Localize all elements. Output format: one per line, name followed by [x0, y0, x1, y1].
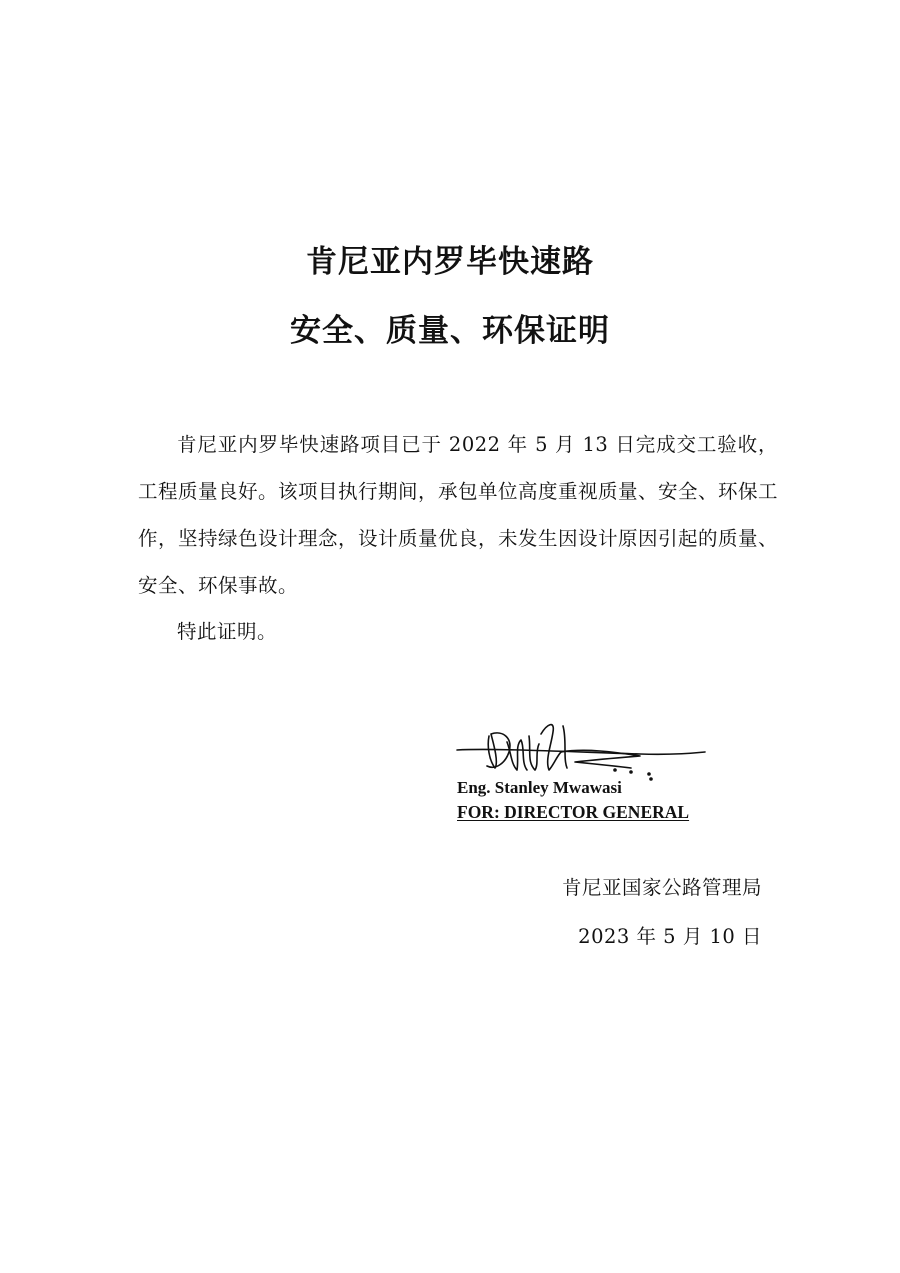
closing-statement: 特此证明。 — [177, 620, 278, 643]
signer-name: Eng. Stanley Mwawasi — [457, 778, 622, 797]
body-paragraph: 肯尼亚内罗毕快速路项目已于 2022 年 5 月 13 日完成交工验收，工程质量良好。该项目执行期间，承包单位高度重视质量、安全、环保工作，坚持绿色设计理念，设计质量优良，未发生因设计原因引起的质量、安全、环保事故。 — [138, 433, 779, 597]
document-title-line-1: 肯尼亚内罗毕快速路 — [306, 244, 594, 280]
document-title-line-2: 安全、质量、环保证明 — [290, 313, 610, 349]
issuing-authority: 肯尼亚国家公路管理局 — [561, 876, 762, 899]
handwritten-signature — [455, 712, 725, 782]
issue-date: 2023 年 5 月 10 日 — [578, 925, 762, 948]
signature-block — [455, 712, 725, 832]
signer-role: FOR: DIRECTOR GENERAL — [457, 802, 690, 822]
